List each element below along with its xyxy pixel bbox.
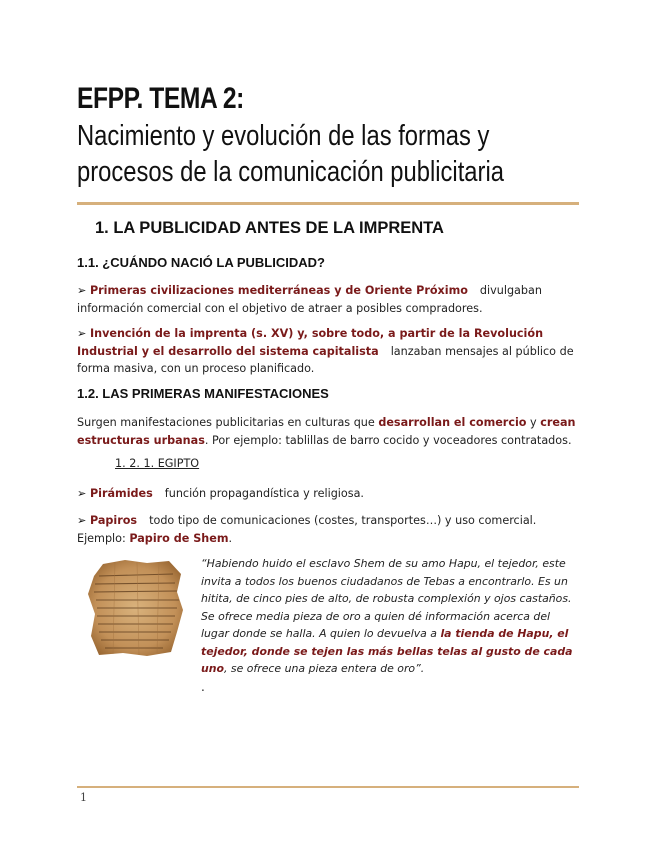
papyrus-image [85,556,186,659]
highlight-text: Papiros [89,514,138,527]
highlight-text: Invención de la imprenta (s. XV) y, sobre todo, a partir de la Revolución Industrial y el desarrollo del sistema capitalista [77,327,544,358]
page-number: 1 [80,791,87,804]
highlight-text: Pirámides [89,487,153,500]
body-text: y [530,416,537,429]
quote-text: “Habiendo huido el esclavo Shem de su amo Hapu, el tejedor, este invita a todos los buenos ciudadanos de Tebas a encontrarlo. Es un hitita, de cinco pies de alto, de robusta complexión y ojos castaños. Se ofrece media pieza de oro a quien dé información acerca del lugar donde se halla. A quien lo devuelva a [201,557,572,640]
bullet-printing-press [77,325,579,378]
body-text: . [228,531,233,545]
body-text: Surgen manifestaciones publicitarias en culturas que [77,416,375,429]
bullet-arrow-icon: ➢ [77,487,87,500]
bullet-papiros [77,512,579,547]
trailing-dot: . [201,680,205,694]
egypt-heading: 1. 2. 1. EGIPTO [115,457,200,470]
body-text: divulgaban información comercial con el objetivo de atraer a posibles compradores. [77,284,542,315]
highlight-text: Papiro de Shem [129,531,229,545]
document-subtitle: Nacimiento y evolución de las formas y procesos de la comunicación publicitaria [77,120,504,188]
document-title: EFPP. TEMA 2: [77,82,244,115]
papyrus-quote [201,555,579,678]
bullet-arrow-icon: ➢ [77,514,87,527]
section-heading-1: 1. LA PUBLICIDAD ANTES DE LA IMPRENTA [95,219,444,237]
bullet-piramides [77,485,579,503]
body-text: lanzaban mensajes al público de forma masiva, con un proceso planificado. [77,344,574,375]
quote-text: , se ofrece una pieza entera de oro”. [224,662,425,675]
bullet-civilizations [77,282,579,317]
bullet-arrow-icon: ➢ [77,327,87,340]
subsection-heading-1-1: 1.1. ¿CUÁNDO NACIÓ LA PUBLICIDAD? [77,255,325,270]
subsection-heading-1-2: 1.2. LAS PRIMERAS MANIFESTACIONES [77,386,329,401]
highlight-text: desarrollan el comercio [378,416,527,429]
body-text: todo tipo de comunicaciones (costes, transportes…) y uso comercial. Ejemplo: [77,514,537,545]
bullet-arrow-icon: ➢ [77,284,87,297]
highlight-text: Primeras civilizaciones mediterráneas y de Oriente Próximo [89,284,468,297]
highlight-text: crean estructuras urbanas [77,416,576,447]
title-divider [77,202,579,205]
manifestations-paragraph [77,414,579,449]
body-text: función propagandística y religiosa. [164,487,364,500]
body-text: . Por ejemplo: tablillas de barro cocido y voceadores contratados. [204,433,572,447]
footer-divider [77,786,579,788]
highlight-text: la tienda de Hapu, el tejedor, donde se tejen las más bellas telas al gusto de cada uno [201,627,573,675]
